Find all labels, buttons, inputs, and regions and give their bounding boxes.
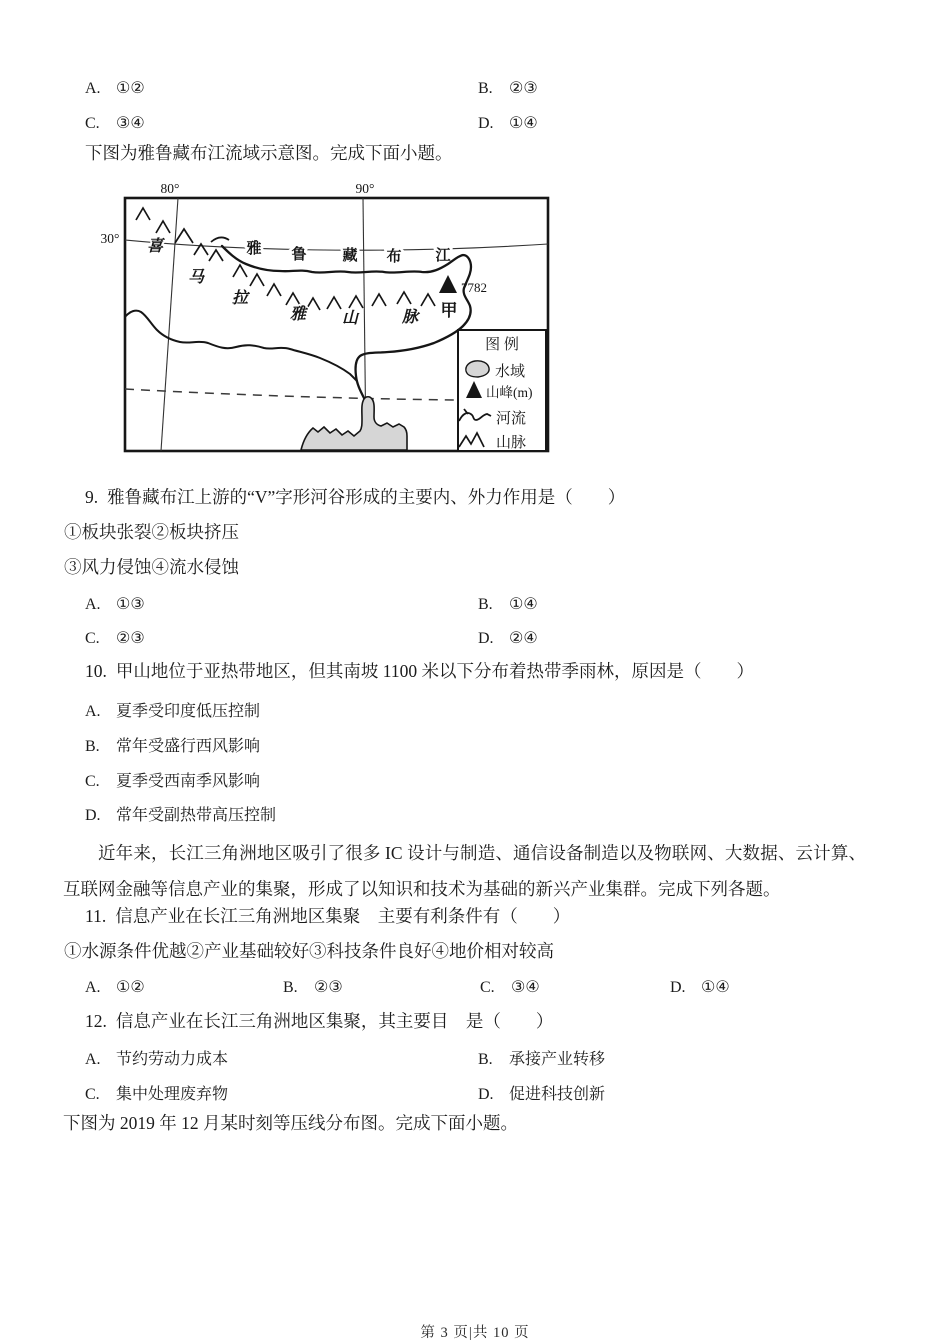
river-name-char: 鲁 xyxy=(291,247,307,263)
q11-stem: 11. 信息产业在长江三角洲地区集聚 主要有利条件有（ ） xyxy=(85,906,571,926)
option-text: ②③ xyxy=(509,80,538,97)
q9-option-a: A. ①③ xyxy=(85,596,145,613)
q12-number: 12. xyxy=(85,1011,107,1031)
range-name-char: 马 xyxy=(187,269,205,286)
range-name-char: 山 xyxy=(341,310,359,327)
option-letter: D. xyxy=(478,115,494,132)
q9-stem: 9. 雅鲁藏布江上游的“V”字形河谷形成的主要内、外力作用是（ ） xyxy=(85,487,626,507)
parallel-30 xyxy=(125,240,548,250)
q12-option-d: D. 促进科技创新 xyxy=(478,1086,606,1103)
q11-option-a: A. ①② xyxy=(85,979,145,996)
peak-name: 甲 xyxy=(440,301,458,320)
longitude-80-label: 80° xyxy=(160,181,180,196)
q12-option-a: A. 节约劳动力成本 xyxy=(85,1051,229,1068)
option-text: ①② xyxy=(116,80,145,97)
latitude-30-label: 30° xyxy=(100,231,120,246)
legend-range-label: 山脉 xyxy=(496,435,527,451)
option-letter: B. xyxy=(478,80,493,97)
water-body xyxy=(301,397,407,450)
range-name-char: 拉 xyxy=(231,290,249,307)
carry-option-b xyxy=(478,78,538,98)
river-source xyxy=(211,237,229,242)
option-text: ①④ xyxy=(509,115,538,132)
q11-number: 11. xyxy=(85,906,107,926)
q9-option-b: B. ①④ xyxy=(478,596,538,613)
longitude-90-label: 90° xyxy=(355,181,375,196)
isobar-intro-text: 下图为 2019 年 12 月某时刻等压线分布图。完成下面小题。 xyxy=(63,1113,518,1133)
q11-option-d: D. ①④ xyxy=(670,979,730,996)
legend-title: 图 例 xyxy=(485,337,519,353)
q9-option-d: D. ②④ xyxy=(478,630,538,647)
q10-number: 10. xyxy=(85,661,107,681)
option-letter: A. xyxy=(85,80,101,97)
q10-option-d: D. 常年受副热带高压控制 xyxy=(85,807,277,824)
legend-peak-label: 山峰(m) xyxy=(486,385,533,400)
material-paragraph: 近年来，长江三角洲地区吸引了很多 IC 设计与制造、通信设备制造以及物联网、大数据、云计算、互联网金融等信息产业的集聚，形成了以知识和技术为基础的新兴产业集群。完成下列各题。 xyxy=(63,843,866,899)
q9-items-34: ③风力侵蚀④流水侵蚀 xyxy=(64,557,239,577)
range-name-char: 雅 xyxy=(289,306,307,323)
carry-option-a xyxy=(85,78,145,98)
page-footer: 第 3 页|共 10 页 xyxy=(420,1325,530,1341)
peak-elevation: 7782 xyxy=(461,280,487,295)
q12-option-c: C. 集中处理废弃物 xyxy=(85,1086,229,1103)
legend-river-label: 河流 xyxy=(496,411,527,427)
range-name-char: 喜 xyxy=(146,238,164,255)
q9-option-c: C. ②③ xyxy=(85,630,145,647)
map-intro-text: 下图为雅鲁藏布江流域示意图。完成下面小题。 xyxy=(85,143,453,163)
peak-icon xyxy=(439,275,457,293)
river-name-char: 雅 xyxy=(246,241,262,257)
range-name-char: 脉 xyxy=(401,309,419,326)
meridian-80 xyxy=(161,198,178,451)
legend-water-label: 水域 xyxy=(495,364,526,380)
q11-option-b: B. ②③ xyxy=(283,979,343,996)
river-name-char: 江 xyxy=(435,248,451,264)
q10-option-c: C. 夏季受西南季风影响 xyxy=(85,773,261,790)
carry-option-d xyxy=(478,113,538,133)
dashed-line xyxy=(125,389,456,400)
legend-water-icon xyxy=(466,361,489,377)
option-text: ③④ xyxy=(116,115,145,132)
tributary-river xyxy=(125,311,357,381)
q10-option-b: B. 常年受盛行西风影响 xyxy=(85,738,261,755)
q9-number: 9. xyxy=(85,487,99,507)
q11-option-c: C. ③④ xyxy=(480,979,540,996)
q11-items: ①水源条件优越②产业基础较好③科技条件良好④地价相对较高 xyxy=(64,941,554,961)
carry-option-c xyxy=(85,113,145,133)
q10-stem: 10. 甲山地位于亚热带地区，但其南坡 1100 米以下分布着热带季雨林，原因是（ ） xyxy=(85,661,754,681)
option-letter: C. xyxy=(85,115,100,132)
q12-option-b: B. 承接产业转移 xyxy=(478,1051,606,1068)
river-name-char: 布 xyxy=(386,249,402,265)
q10-option-a: A. 夏季受印度低压控制 xyxy=(85,703,261,720)
q9-items-12: ①板块张裂②板块挤压 xyxy=(64,522,239,542)
q12-stem: 12. 信息产业在长江三角洲地区集聚，其主要目 是（ ） xyxy=(85,1011,554,1031)
basin-map-figure xyxy=(95,178,560,460)
river-name-char: 藏 xyxy=(342,248,358,264)
